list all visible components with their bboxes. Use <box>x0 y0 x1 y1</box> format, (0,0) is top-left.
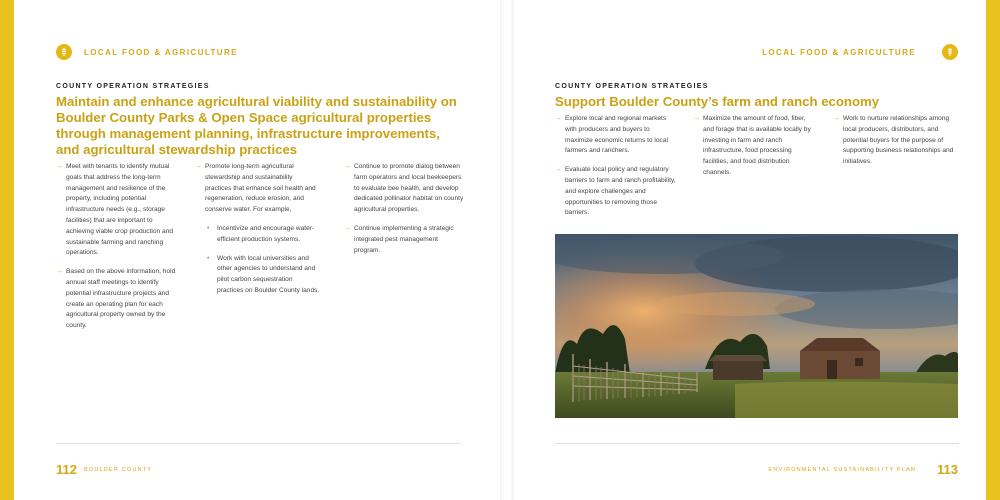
farm-photo <box>555 234 958 418</box>
wheat-icon <box>942 44 958 60</box>
section-label: LOCAL FOOD & AGRICULTURE <box>84 48 238 57</box>
list-item: → Work to nurture relationships among local producers, distributors, and potential buyers for the purpose of supporting business relationships and initiatives. <box>833 115 954 166</box>
arrow-right-icon: → <box>693 115 700 122</box>
sub-list-item: • Incentivize and encourage water-efficient production systems. <box>207 224 315 243</box>
arrow-right-icon: → <box>344 163 351 170</box>
right-page <box>514 0 986 500</box>
document-spread <box>14 0 986 500</box>
folio-text: ENVIRONMENTAL SUSTAINABILITY PLAN <box>768 467 916 473</box>
folio-text: BOULDER COUNTY <box>84 467 153 473</box>
strategy-column-3 <box>833 114 959 176</box>
footer-rule <box>56 443 460 444</box>
strategy-column-3 <box>344 162 466 264</box>
arrow-right-icon: → <box>195 163 202 170</box>
arrow-right-icon: → <box>56 268 63 276</box>
eyebrow-heading: COUNTY OPERATION STRATEGIES <box>56 83 210 90</box>
arrow-right-icon: → <box>555 166 562 174</box>
page-number: 113 <box>937 462 958 477</box>
arrow-right-icon: → <box>344 224 351 232</box>
list-item: → Maximize the amount of food, fiber, and forage that is available locally by investing in farm and ranch infrastructure, food processing facilities, and food distribution channels. <box>693 115 811 176</box>
arrow-right-icon: → <box>555 115 562 122</box>
list-item: → Evaluate local policy and regulatory barriers to farm and ranch profitability, and explore challenges and opportunities to removing those barriers. <box>555 166 676 217</box>
strategy-column-2 <box>693 114 815 187</box>
arrow-right-icon: → <box>833 115 840 122</box>
strategy-column-2 <box>195 162 320 305</box>
strategy-column-1 <box>555 114 677 227</box>
list-item: → Promote long-term agricultural stewardship and sustainability practices that enhance soil health and regeneration, reduce erosion, and conserve water. For example, <box>195 163 316 214</box>
list-item: → Meet with tenants to identify mutual goals that address the long-term management and resilience of the property, including potential infrastructure needs (e.g., storage facilities) that are important to achieving viable crop production and sustainable farming and ranching operations. <box>56 163 174 257</box>
arrow-right-icon: → <box>56 163 63 170</box>
book-gutter <box>500 0 514 500</box>
footer-rule <box>555 443 959 444</box>
eyebrow-heading: COUNTY OPERATION STRATEGIES <box>555 83 709 90</box>
list-item: → Continue to promote dialog between farm operators and local beekeepers to evaluate bee health, and develop dedicated pollinator habitat on county agricultural properties. <box>344 163 464 214</box>
left-page <box>14 0 500 500</box>
section-label: LOCAL FOOD & AGRICULTURE <box>762 48 916 57</box>
page-number: 112 <box>56 462 77 477</box>
page-headline: Support Boulder County’s farm and ranch economy <box>555 94 880 109</box>
sub-list-item: • Work with local universities and other agencies to understand and pilot carbon sequestration practices on Boulder County lands. <box>207 254 320 294</box>
list-item: → Continue implementing a strategic integrated pest management program. <box>344 224 454 254</box>
wheat-icon <box>56 44 72 60</box>
page-headline: Maintain and enhance agricultural viability and sustainability on Boulder County Parks & Open Space agricultural properties through management planning, infrastructure improvements, and agricultural stewardship practices <box>56 94 457 157</box>
list-item: → Explore local and regional markets with producers and buyers to maximize economic returns to local farmers and ranchers. <box>555 115 668 155</box>
list-item: → Based on the above information, hold annual staff meetings to identify potential infrastructure projects and create an operating plan for each agricultural property owned by the county. <box>56 268 176 330</box>
strategy-column-1 <box>56 162 178 340</box>
